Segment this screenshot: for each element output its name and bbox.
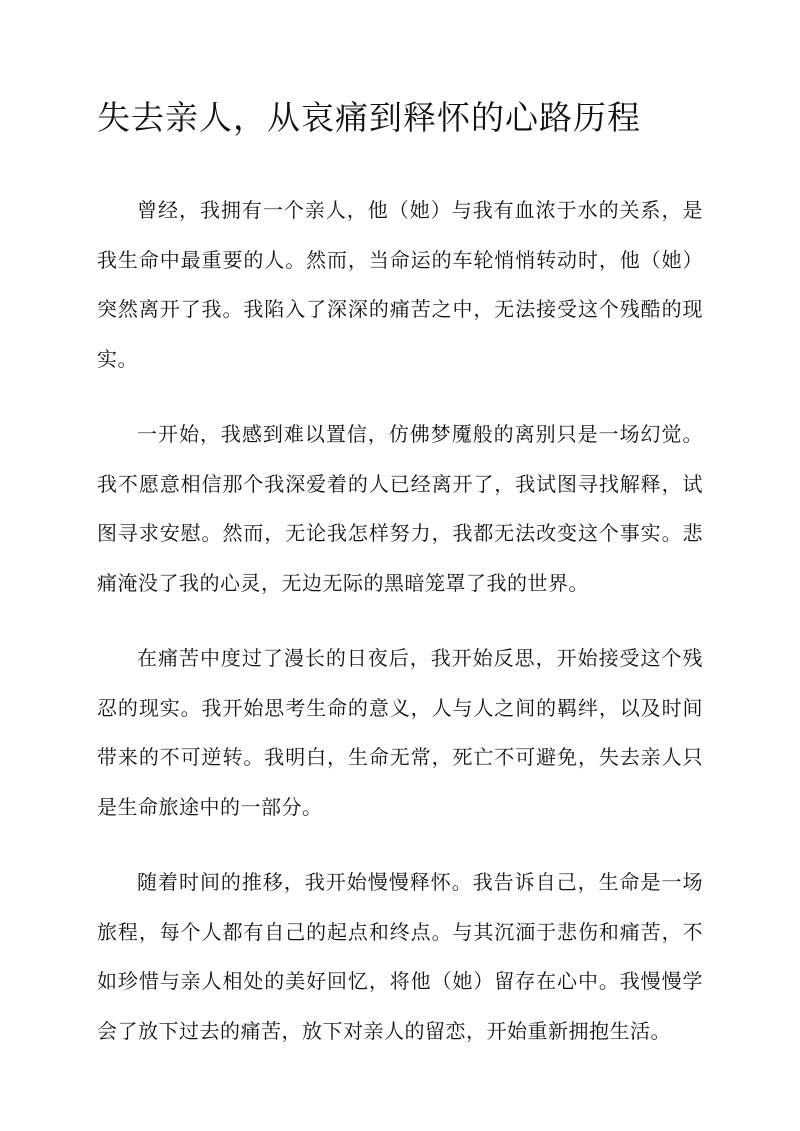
paragraph-1: 曾经，我拥有一个亲人，他（她）与我有血浓于水的关系，是我生命中最重要的人。然而，当命运的车轮悄悄转动时，他（她）突然离开了我。我陷入了深深的痛苦之中，无法接受这个残酷的现实。 bbox=[97, 198, 703, 371]
paragraph-3: 在痛苦中度过了漫长的日夜后，我开始反思，开始接受这个残忍的现实。我开始思考生命的意义，人与人之间的羁绊，以及时间带来的不可逆转。我明白，生命无常，死亡不可避免，失去亲人只是生命旅途中的一部分。 bbox=[97, 646, 703, 819]
paragraph-2: 一开始，我感到难以置信，仿佛梦魇般的离别只是一场幻觉。我不愿意相信那个我深爱着的人已经离开了，我试图寻找解释，试图寻求安慰。然而，无论我怎样努力，我都无法改变这个事实。悲痛淹没了我的心灵，无边无际的黑暗笼罩了我的世界。 bbox=[97, 422, 703, 595]
paragraph-4: 随着时间的推移，我开始慢慢释怀。我告诉自己，生命是一场旅程，每个人都有自己的起点和终点。与其沉湎于悲伤和痛苦，不如珍惜与亲人相处的美好回忆，将他（她）留存在心中。我慢慢学会了放下过去的痛苦，放下对亲人的留恋，开始重新拥抱生活。 bbox=[97, 870, 703, 1043]
page-title: 失去亲人，从哀痛到释怀的心路历程 bbox=[97, 98, 641, 137]
document-body bbox=[97, 186, 703, 1082]
